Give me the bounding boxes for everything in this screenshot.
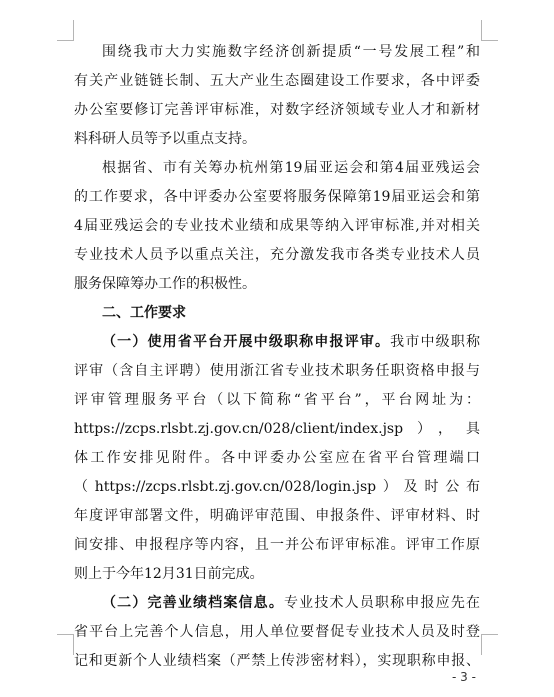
item-1-line: 则上于今年12月31日前完成。 (74, 566, 264, 582)
paragraph-1-line: 有关产业链链长制、五大产业生态圈建设工作要求，各中评委 (74, 73, 480, 89)
paragraph-1-line: 围绕我市大力实施数字经济创新提质“一号发展工程”和 (102, 44, 480, 60)
item-1-line: 体工作安排见附件。各中评委办公室应在省平台管理端口 (74, 450, 480, 466)
item-1-line: 年度评审部署文件，明确评审范围、申报条件、评审材料、时 (74, 508, 480, 524)
paragraph-2-line: 服务保障筹办工作的积极性。 (74, 276, 256, 292)
paragraph-2-line: 根据省、市有关筹办杭州第19届亚运会和第4届亚残运会 (102, 160, 480, 176)
item-1-first-line (74, 328, 480, 357)
item-2-first-line (74, 589, 480, 618)
item-1-title: （一）使用省平台开展中级职称申报评审。 (102, 334, 391, 350)
crop-mark-bottom-left (57, 634, 74, 655)
item-2-title: （二）完善业绩档案信息。 (102, 595, 284, 611)
crop-mark-bottom-right (481, 634, 498, 655)
crop-mark-top-left (57, 20, 74, 41)
item-1-line-rest: 我市中级职称 (390, 334, 481, 350)
item-2-line-rest: 专业技术人员职称申报应先在 (284, 595, 480, 611)
paragraph-2-line: 4届亚残运会的专业技术业绩和成果等纳入评审标准,并对相关 (74, 218, 480, 234)
item-1-line: 间安排、申报程序等内容，且一并公布评审标准。评审工作原 (74, 537, 480, 553)
item-1-line: 评审管理服务平台（以下简称“省平台”，平台网址为： (74, 392, 480, 408)
crop-mark-top-right (481, 20, 498, 41)
paragraph-2-line: 的工作要求，各中评委办公室要将服务保障第19届亚运会和第 (74, 189, 480, 205)
item-1-line: 评审（含自主评聘）使用浙江省专业技术职务任职资格申报与 (74, 363, 480, 379)
item-1-url-line: https://zcps.rlsbt.zj.gov.cn/028/client/index.jsp），具 (74, 421, 480, 437)
item-2-line: 省平台上完善个人信息，用人单位要督促专业技术人员及时登 (74, 624, 480, 640)
paragraph-1-line: 料科研人员等予以重点支持。 (74, 131, 256, 147)
section-heading: 二、工作要求 (102, 305, 186, 321)
document-body (74, 38, 480, 676)
paragraph-1-line: 办公室要修订完善评审标准，对数字经济领域专业人才和新材 (74, 102, 480, 118)
page-number: - 3 - (452, 670, 476, 684)
item-1-url-line: （https://zcps.rlsbt.zj.gov.cn/028/login.jsp）及时公布 (74, 479, 480, 495)
paragraph-2-line: 专业技术人员予以重点关注，充分激发我市各类专业技术人员 (74, 247, 480, 263)
item-2-line: 记和更新个人业绩档案（严禁上传涉密材料），实现职称申报、 (74, 653, 480, 669)
